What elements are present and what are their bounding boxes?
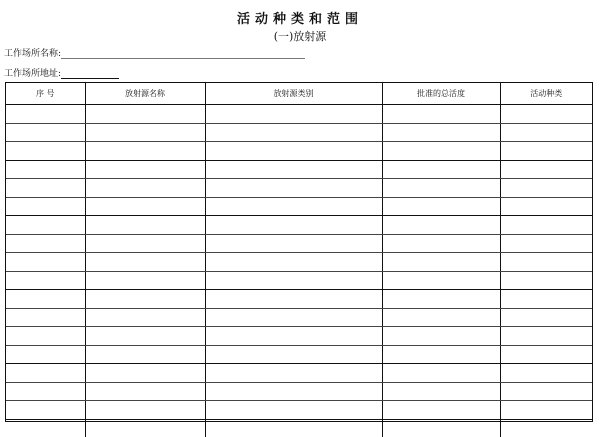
cell-serial-number[interactable] (6, 216, 85, 235)
cell-source-category[interactable] (205, 290, 382, 309)
form-title: 活动种类和范围 (236, 12, 363, 27)
cell-serial-number[interactable] (6, 419, 85, 437)
cell-approved-total-activity[interactable] (382, 123, 500, 142)
cell-source-category[interactable] (205, 419, 382, 437)
cell-source-category[interactable] (205, 105, 382, 124)
cell-source-name[interactable] (85, 197, 205, 216)
cell-source-name[interactable] (85, 401, 205, 420)
cell-approved-total-activity[interactable] (382, 345, 500, 364)
cell-source-name[interactable] (85, 216, 205, 235)
cell-source-name[interactable] (85, 308, 205, 327)
cell-approved-total-activity[interactable] (382, 160, 500, 179)
cell-source-category[interactable] (205, 253, 382, 272)
col-header-approved-total-activity: 批准的总活度 (382, 83, 500, 105)
cell-source-category[interactable] (205, 216, 382, 235)
table-row (6, 364, 592, 383)
cell-source-name[interactable] (85, 123, 205, 142)
table-row (6, 327, 592, 346)
cell-approved-total-activity[interactable] (382, 308, 500, 327)
cell-approved-total-activity[interactable] (382, 382, 500, 401)
cell-source-name[interactable] (85, 253, 205, 272)
cell-serial-number[interactable] (6, 160, 85, 179)
cell-serial-number[interactable] (6, 382, 85, 401)
cell-activity-type[interactable] (500, 123, 592, 142)
cell-source-name[interactable] (85, 382, 205, 401)
table-row (6, 382, 592, 401)
cell-source-category[interactable] (205, 179, 382, 198)
cell-serial-number[interactable] (6, 401, 85, 420)
cell-activity-type[interactable] (500, 419, 592, 437)
col-header-source-category: 放射源类别 (205, 83, 382, 105)
cell-activity-type[interactable] (500, 253, 592, 272)
cell-source-category[interactable] (205, 364, 382, 383)
cell-source-category[interactable] (205, 345, 382, 364)
cell-activity-type[interactable] (500, 197, 592, 216)
workplace-name-field (4, 46, 305, 59)
cell-activity-type[interactable] (500, 401, 592, 420)
cell-approved-total-activity[interactable] (382, 142, 500, 161)
cell-approved-total-activity[interactable] (382, 216, 500, 235)
cell-serial-number[interactable] (6, 364, 85, 383)
cell-approved-total-activity[interactable] (382, 234, 500, 253)
cell-source-name[interactable] (85, 234, 205, 253)
cell-source-name[interactable] (85, 327, 205, 346)
table-row (6, 216, 592, 235)
cell-approved-total-activity[interactable] (382, 419, 500, 437)
table-row (6, 253, 592, 272)
cell-activity-type[interactable] (500, 308, 592, 327)
cell-source-category[interactable] (205, 382, 382, 401)
workplace-name-blank[interactable] (61, 48, 305, 59)
cell-activity-type[interactable] (500, 364, 592, 383)
cell-approved-total-activity[interactable] (382, 327, 500, 346)
table-row (6, 197, 592, 216)
cell-source-name[interactable] (85, 142, 205, 161)
cell-source-name[interactable] (85, 364, 205, 383)
table-header-row (6, 83, 592, 105)
cell-source-category[interactable] (205, 271, 382, 290)
cell-source-category[interactable] (205, 234, 382, 253)
cell-activity-type[interactable] (500, 271, 592, 290)
table-row (6, 179, 592, 198)
cell-serial-number[interactable] (6, 179, 85, 198)
cell-activity-type[interactable] (500, 327, 592, 346)
cell-source-category[interactable] (205, 401, 382, 420)
table-row (6, 234, 592, 253)
cell-approved-total-activity[interactable] (382, 253, 500, 272)
cell-approved-total-activity[interactable] (382, 364, 500, 383)
col-header-source-name: 放射源名称 (85, 83, 205, 105)
cell-approved-total-activity[interactable] (382, 105, 500, 124)
cell-activity-type[interactable] (500, 382, 592, 401)
workplace-address-label: 工作场所地址: (4, 69, 62, 79)
cell-source-category[interactable] (205, 197, 382, 216)
table-row (6, 290, 592, 309)
cell-serial-number[interactable] (6, 142, 85, 161)
cell-source-category[interactable] (205, 142, 382, 161)
table-row (6, 401, 592, 420)
cell-approved-total-activity[interactable] (382, 271, 500, 290)
cell-source-category[interactable] (205, 327, 382, 346)
table-row (6, 160, 592, 179)
cell-serial-number[interactable] (6, 308, 85, 327)
cell-serial-number[interactable] (6, 345, 85, 364)
cell-source-category[interactable] (205, 123, 382, 142)
cell-activity-type[interactable] (500, 179, 592, 198)
table-row (6, 105, 592, 124)
cell-activity-type[interactable] (500, 160, 592, 179)
table-row (6, 142, 592, 161)
cell-source-name[interactable] (85, 160, 205, 179)
cell-source-name[interactable] (85, 345, 205, 364)
cell-activity-type[interactable] (500, 290, 592, 309)
table-row (6, 345, 592, 364)
cell-activity-type[interactable] (500, 142, 592, 161)
form-subtitle: (一)放射源 (273, 30, 327, 43)
workplace-address-blank[interactable] (61, 68, 119, 79)
cell-source-name[interactable] (85, 419, 205, 437)
table-row (6, 271, 592, 290)
cell-approved-total-activity[interactable] (382, 179, 500, 198)
cell-serial-number[interactable] (6, 253, 85, 272)
workplace-address-field (4, 66, 119, 79)
cell-serial-number[interactable] (6, 197, 85, 216)
radiation-source-table (5, 82, 593, 422)
col-header-activity-type: 活动种类 (500, 83, 592, 105)
cell-activity-type[interactable] (500, 345, 592, 364)
table-row (6, 123, 592, 142)
table-row (6, 308, 592, 327)
cell-source-name[interactable] (85, 179, 205, 198)
cell-activity-type[interactable] (500, 234, 592, 253)
cell-source-category[interactable] (205, 160, 382, 179)
cell-source-category[interactable] (205, 308, 382, 327)
cell-serial-number[interactable] (6, 327, 85, 346)
cell-serial-number[interactable] (6, 234, 85, 253)
cell-serial-number[interactable] (6, 290, 85, 309)
cell-serial-number[interactable] (6, 271, 85, 290)
workplace-name-label: 工作场所名称: (4, 49, 62, 59)
cell-approved-total-activity[interactable] (382, 197, 500, 216)
cell-serial-number[interactable] (6, 105, 85, 124)
cell-source-name[interactable] (85, 105, 205, 124)
cell-source-name[interactable] (85, 290, 205, 309)
cell-activity-type[interactable] (500, 105, 592, 124)
cell-approved-total-activity[interactable] (382, 290, 500, 309)
cell-approved-total-activity[interactable] (382, 401, 500, 420)
col-header-serial-number: 序 号 (6, 83, 85, 105)
table-row (6, 419, 592, 437)
cell-source-name[interactable] (85, 271, 205, 290)
cell-activity-type[interactable] (500, 216, 592, 235)
cell-serial-number[interactable] (6, 123, 85, 142)
